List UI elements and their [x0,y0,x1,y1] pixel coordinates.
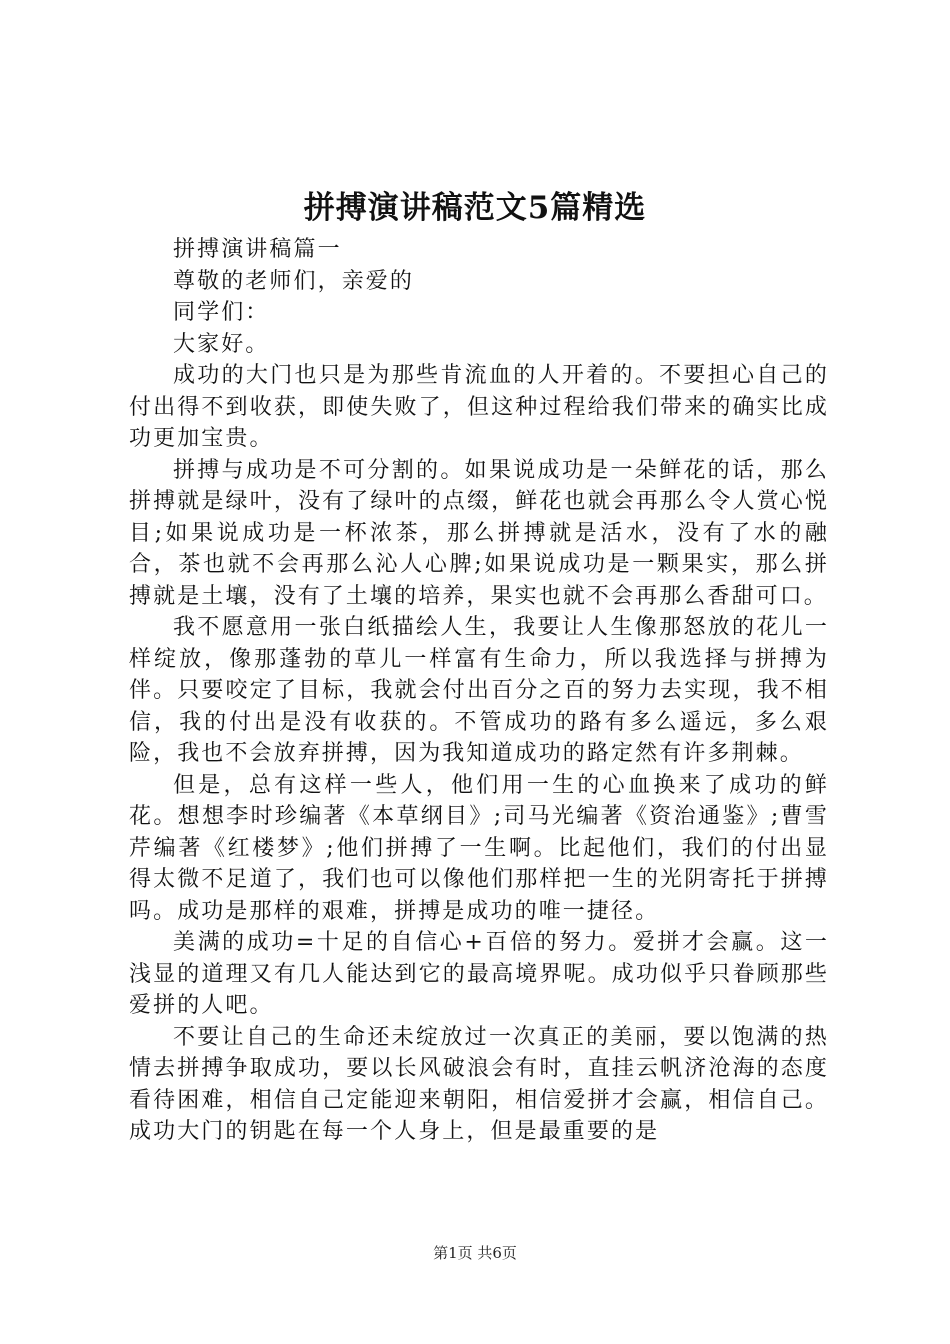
salutation-line: 同学们： [173,300,270,325]
salutation-line: 尊敬的老师们，亲爱的 [173,268,415,294]
body-paragraph: 成功的大门也只是为那些肯流血的人开着的。不要担心自己的付出得不到收获，即使失败了，但这种过程给我们带来的确实比成功更加宝贵。 [129,363,829,451]
document-body [129,234,829,1148]
section-heading: 拼搏演讲稿篇一 [173,237,342,262]
body-paragraph: 拼搏与成功是不可分割的。如果说成功是一朵鲜花的话，那么拼搏就是绿叶，没有了绿叶的点缀，鲜花也就会再那么令人赏心悦目;如果说成功是一杯浓茶，那么拼搏就是活水，没有了水的融合，茶也就不会再那么沁人心脾;如果说成功是一颗果实，那么拼搏就是土壤，没有了土壤的培养，果实也就不会再那么香甜可口。 [129,457,829,609]
body-paragraph: 不要让自己的生命还未绽放过一次真正的美丽，要以饱满的热情去拼搏争取成功，要以长风破浪会有时，直挂云帆济沧海的态度看待困难，相信自己定能迎来朝阳，相信爱拼才会赢，相信自己。成功大门的钥匙在每一个人身上，但是最重要的是 [129,1024,829,1144]
body-paragraph: 美满的成功=十足的自信心+百倍的努力。爱拼才会赢。这一浅显的道理又有几人能达到它的最高境界呢。成功似乎只眷顾那些爱拼的人吧。 [129,930,829,1018]
greeting-line: 大家好。 [173,331,270,357]
page-number-footer: 第1页 共6页 [433,1244,517,1262]
document-title: 拼搏演讲稿范文5篇精选 [303,190,647,226]
body-paragraph: 但是，总有这样一些人，他们用一生的心血换来了成功的鲜花。想想李时珍编著《本草纲目》;司马光编著《资治通鉴》;曹雪芹编著《红楼梦》;他们拼搏了一生啊。比起他们，我们的付出显得太微不足道了，我们也可以像他们那样把一生的光阴寄托于拼搏吗。成功是那样的艰难，拼搏是成功的唯一捷径。 [129,772,829,924]
body-paragraph: 我不愿意用一张白纸描绘人生，我要让人生像那怒放的花儿一样绽放，像那蓬勃的草儿一样富有生命力，所以我选择与拼搏为伴。只要咬定了目标，我就会付出百分之百的努力去实现，我不相信，我的付出是没有收获的。不管成功的路有多么遥远，多么艰险，我也不会放弃拼搏，因为我知道成功的路定然有许多荆棘。 [129,615,829,766]
